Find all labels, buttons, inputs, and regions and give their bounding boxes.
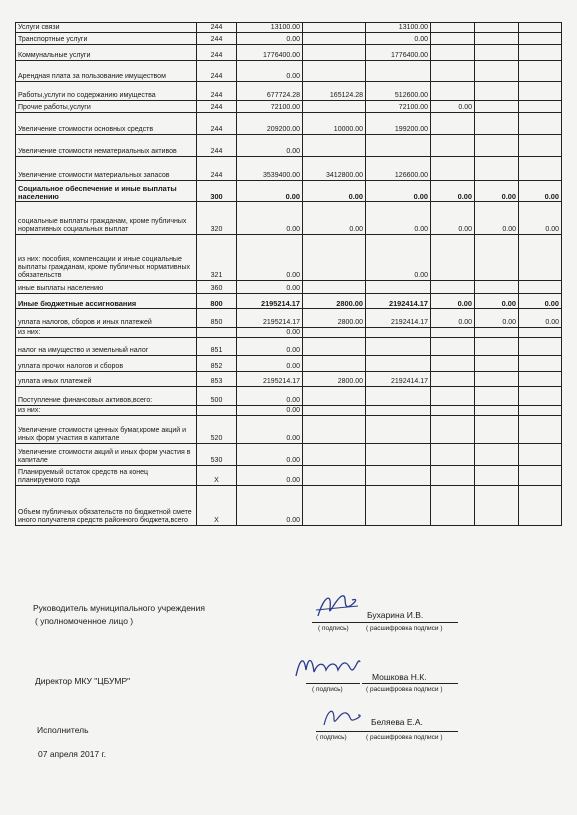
- row-value-cell: [303, 328, 366, 338]
- row-total-cell: 0.00: [237, 202, 303, 235]
- row-value-cell: 165124.28: [303, 82, 366, 101]
- table-row: [16, 33, 562, 45]
- row-code-cell: [197, 406, 237, 416]
- row-code-cell: 853: [197, 372, 237, 387]
- row-value-cell: 0.00: [519, 181, 562, 202]
- row-value-cell: [431, 406, 475, 416]
- row-total-cell: 3539400.00: [237, 157, 303, 181]
- head-label-sub: ( уполномоченное лицо ): [35, 616, 134, 626]
- executor-decode-line: [362, 731, 458, 732]
- row-value-cell: [519, 101, 562, 113]
- row-value-cell: 512600.00: [366, 82, 431, 101]
- row-value-cell: 0.00: [519, 294, 562, 309]
- row-value-cell: [475, 157, 519, 181]
- row-code-cell: 500: [197, 387, 237, 406]
- executor-name: Беляева Е.А.: [371, 717, 423, 727]
- table-row: [16, 486, 562, 526]
- row-code-cell: 244: [197, 45, 237, 61]
- row-value-cell: [366, 328, 431, 338]
- row-code-cell: 850: [197, 309, 237, 328]
- row-name-cell: Иные бюджетные ассигнования: [16, 294, 197, 309]
- table-row: [16, 202, 562, 235]
- row-total-cell: 0.00: [237, 33, 303, 45]
- row-total-cell: 2195214.17: [237, 372, 303, 387]
- row-value-cell: [303, 281, 366, 294]
- head-decode-line: [362, 622, 458, 623]
- row-name-cell: Планируемый остаток средств на конец планируемого года: [16, 466, 197, 486]
- row-value-cell: 0.00: [303, 202, 366, 235]
- row-name-cell: Увеличение стоимости ценных бумаг,кроме акций и иных форм участия в капитале: [16, 416, 197, 444]
- row-name-cell: Увеличение стоимости нематериальных активов: [16, 135, 197, 157]
- row-total-cell: 0.00: [237, 135, 303, 157]
- row-value-cell: [303, 466, 366, 486]
- row-value-cell: [303, 23, 366, 33]
- row-value-cell: [519, 338, 562, 356]
- table-row: [16, 61, 562, 82]
- row-name-cell: из них:: [16, 406, 197, 416]
- row-value-cell: [366, 387, 431, 406]
- row-value-cell: [431, 338, 475, 356]
- row-name-cell: Увеличение стоимости акций и иных форм участия в капитале: [16, 444, 197, 466]
- row-value-cell: [303, 486, 366, 526]
- row-value-cell: 2800.00: [303, 372, 366, 387]
- row-value-cell: 0.00: [366, 181, 431, 202]
- row-value-cell: 2192414.17: [366, 372, 431, 387]
- row-value-cell: 199200.00: [366, 113, 431, 135]
- row-value-cell: [475, 101, 519, 113]
- row-code-cell: 360: [197, 281, 237, 294]
- row-name-cell: Объем публичных обязательств по бюджетной смете иного получателя средств районного бюджета,всего: [16, 486, 197, 526]
- row-code-cell: X: [197, 486, 237, 526]
- report-table-body: [16, 23, 562, 526]
- executor-signature-line: [316, 731, 362, 732]
- row-value-cell: [475, 23, 519, 33]
- head-signature-image: [312, 588, 362, 624]
- row-name-cell: Арендная плата за пользование имуществом: [16, 61, 197, 82]
- row-name-cell: Работы,услуги по содержанию имущества: [16, 82, 197, 101]
- row-code-cell: 244: [197, 23, 237, 33]
- row-total-cell: 0.00: [237, 387, 303, 406]
- row-name-cell: из них: пособия, компенсации и иные социальные выплаты гражданам, кроме публичных нормативных обязательств: [16, 235, 197, 281]
- director-caption-signature: ( подпись): [312, 686, 343, 693]
- row-value-cell: [475, 486, 519, 526]
- row-value-cell: [431, 235, 475, 281]
- row-value-cell: [303, 45, 366, 61]
- row-value-cell: 0.00: [431, 294, 475, 309]
- table-row: [16, 328, 562, 338]
- row-value-cell: [431, 61, 475, 82]
- row-value-cell: [519, 406, 562, 416]
- row-value-cell: [475, 281, 519, 294]
- financial-report-table: [15, 22, 562, 526]
- table-row: [16, 113, 562, 135]
- row-name-cell: уплата прочих налогов и сборов: [16, 356, 197, 372]
- row-value-cell: [519, 466, 562, 486]
- row-value-cell: [475, 61, 519, 82]
- row-total-cell: 0.00: [237, 486, 303, 526]
- row-code-cell: 520: [197, 416, 237, 444]
- row-value-cell: 0.00: [431, 181, 475, 202]
- row-value-cell: 0.00: [475, 309, 519, 328]
- row-value-cell: [366, 338, 431, 356]
- row-value-cell: [519, 372, 562, 387]
- row-value-cell: [475, 328, 519, 338]
- row-value-cell: [475, 113, 519, 135]
- row-name-cell: социальные выплаты гражданам, кроме публичных нормативных социальных выплат: [16, 202, 197, 235]
- row-value-cell: 0.00: [303, 181, 366, 202]
- row-value-cell: [475, 466, 519, 486]
- director-signature-line: [306, 683, 360, 684]
- row-value-cell: [519, 61, 562, 82]
- row-value-cell: [431, 444, 475, 466]
- row-value-cell: [431, 157, 475, 181]
- row-value-cell: [431, 45, 475, 61]
- row-total-cell: 0.00: [237, 338, 303, 356]
- row-name-cell: Транспортные услуги: [16, 33, 197, 45]
- row-value-cell: [431, 82, 475, 101]
- row-value-cell: [519, 328, 562, 338]
- row-value-cell: 0.00: [475, 181, 519, 202]
- row-name-cell: иные выплаты населению: [16, 281, 197, 294]
- row-value-cell: [519, 33, 562, 45]
- row-code-cell: 244: [197, 101, 237, 113]
- row-value-cell: [366, 135, 431, 157]
- row-name-cell: налог на имущество и земельный налог: [16, 338, 197, 356]
- row-total-cell: 0.00: [237, 181, 303, 202]
- row-value-cell: 0.00: [366, 33, 431, 45]
- head-name: Бухарина И.В.: [367, 610, 424, 620]
- table-row: [16, 135, 562, 157]
- row-value-cell: [475, 135, 519, 157]
- row-value-cell: [366, 356, 431, 372]
- row-value-cell: [303, 235, 366, 281]
- table-row: [16, 356, 562, 372]
- row-name-cell: Увеличение стоимости материальных запасов: [16, 157, 197, 181]
- row-total-cell: 0.00: [237, 356, 303, 372]
- row-value-cell: [431, 33, 475, 45]
- row-code-cell: 300: [197, 181, 237, 202]
- row-code-cell: 530: [197, 444, 237, 466]
- table-row: [16, 157, 562, 181]
- row-name-cell: уплата иных платежей: [16, 372, 197, 387]
- table-row: [16, 181, 562, 202]
- row-value-cell: [366, 416, 431, 444]
- row-value-cell: [366, 466, 431, 486]
- table-row: [16, 387, 562, 406]
- row-code-cell: 244: [197, 82, 237, 101]
- row-total-cell: 13100.00: [237, 23, 303, 33]
- row-value-cell: [475, 338, 519, 356]
- row-name-cell: Коммунальные услуги: [16, 45, 197, 61]
- row-value-cell: [519, 157, 562, 181]
- row-name-cell: Социальное обеспечение и иные выплаты населению: [16, 181, 197, 202]
- row-value-cell: 2192414.17: [366, 294, 431, 309]
- director-caption-decode: ( расшифровка подписи ): [366, 686, 443, 693]
- row-total-cell: 0.00: [237, 235, 303, 281]
- row-code-cell: 244: [197, 157, 237, 181]
- table-row: [16, 406, 562, 416]
- row-value-cell: 0.00: [519, 202, 562, 235]
- table-row: [16, 309, 562, 328]
- row-total-cell: 0.00: [237, 416, 303, 444]
- row-name-cell: Прочие работы,услуги: [16, 101, 197, 113]
- row-value-cell: [475, 82, 519, 101]
- row-value-cell: 10000.00: [303, 113, 366, 135]
- row-value-cell: [475, 444, 519, 466]
- director-label: Директор МКУ "ЦБУМР": [35, 676, 131, 686]
- row-value-cell: [366, 486, 431, 526]
- row-value-cell: 0.00: [366, 202, 431, 235]
- row-total-cell: 2195214.17: [237, 294, 303, 309]
- row-value-cell: 0.00: [431, 309, 475, 328]
- row-code-cell: 800: [197, 294, 237, 309]
- table-row: [16, 466, 562, 486]
- row-value-cell: [519, 416, 562, 444]
- row-value-cell: 2192414.17: [366, 309, 431, 328]
- row-value-cell: [366, 61, 431, 82]
- executor-caption-decode: ( расшифровка подписи ): [366, 734, 443, 741]
- row-value-cell: [431, 486, 475, 526]
- row-value-cell: [303, 387, 366, 406]
- row-value-cell: [519, 281, 562, 294]
- director-signature-image: [292, 648, 364, 684]
- row-name-cell: Поступление финансовых активов,всего:: [16, 387, 197, 406]
- row-value-cell: 0.00: [519, 309, 562, 328]
- row-value-cell: [366, 406, 431, 416]
- row-code-cell: X: [197, 466, 237, 486]
- row-value-cell: [475, 356, 519, 372]
- row-value-cell: 126600.00: [366, 157, 431, 181]
- row-value-cell: [303, 101, 366, 113]
- row-value-cell: [431, 387, 475, 406]
- row-total-cell: 0.00: [237, 466, 303, 486]
- row-value-cell: 1776400.00: [366, 45, 431, 61]
- table-row: [16, 23, 562, 33]
- row-value-cell: 13100.00: [366, 23, 431, 33]
- row-value-cell: [475, 406, 519, 416]
- executor-caption-signature: ( подпись): [316, 734, 347, 741]
- row-code-cell: 851: [197, 338, 237, 356]
- head-caption-signature: ( подпись): [318, 625, 349, 632]
- row-value-cell: [366, 444, 431, 466]
- row-total-cell: 0.00: [237, 281, 303, 294]
- row-total-cell: 0.00: [237, 328, 303, 338]
- table-row: [16, 281, 562, 294]
- row-value-cell: [431, 113, 475, 135]
- row-value-cell: [303, 338, 366, 356]
- row-value-cell: [303, 135, 366, 157]
- row-total-cell: 0.00: [237, 406, 303, 416]
- row-value-cell: [519, 444, 562, 466]
- head-caption-decode: ( расшифровка подписи ): [366, 625, 443, 632]
- row-code-cell: [197, 328, 237, 338]
- row-value-cell: 2800.00: [303, 294, 366, 309]
- row-value-cell: [431, 135, 475, 157]
- row-value-cell: [303, 33, 366, 45]
- row-value-cell: [431, 328, 475, 338]
- table-row: [16, 416, 562, 444]
- row-value-cell: [303, 416, 366, 444]
- row-value-cell: [519, 82, 562, 101]
- head-signature-line: [312, 622, 362, 623]
- row-code-cell: 321: [197, 235, 237, 281]
- row-code-cell: 244: [197, 113, 237, 135]
- row-name-cell: Увеличение стоимости основных средств: [16, 113, 197, 135]
- row-total-cell: 0.00: [237, 444, 303, 466]
- table-row: [16, 338, 562, 356]
- row-code-cell: 320: [197, 202, 237, 235]
- row-value-cell: [519, 356, 562, 372]
- row-value-cell: [475, 387, 519, 406]
- row-value-cell: [431, 416, 475, 444]
- row-value-cell: [519, 135, 562, 157]
- row-value-cell: [303, 61, 366, 82]
- row-total-cell: 1776400.00: [237, 45, 303, 61]
- row-total-cell: 677724.28: [237, 82, 303, 101]
- row-value-cell: [303, 444, 366, 466]
- row-value-cell: [475, 235, 519, 281]
- table-row: [16, 372, 562, 387]
- row-name-cell: уплата налогов, сборов и иных платежей: [16, 309, 197, 328]
- row-value-cell: [519, 113, 562, 135]
- table-row: [16, 101, 562, 113]
- row-value-cell: 0.00: [475, 202, 519, 235]
- row-total-cell: 209200.00: [237, 113, 303, 135]
- signing-date: 07 апреля 2017 г.: [38, 749, 106, 759]
- row-name-cell: из них:: [16, 328, 197, 338]
- row-value-cell: [519, 23, 562, 33]
- row-value-cell: 0.00: [475, 294, 519, 309]
- executor-signature-image: [318, 703, 364, 731]
- table-row: [16, 444, 562, 466]
- row-total-cell: 72100.00: [237, 101, 303, 113]
- row-value-cell: [519, 387, 562, 406]
- row-code-cell: 852: [197, 356, 237, 372]
- director-decode-line: [362, 683, 458, 684]
- row-value-cell: 2800.00: [303, 309, 366, 328]
- table-row: [16, 45, 562, 61]
- row-code-cell: 244: [197, 33, 237, 45]
- row-value-cell: [519, 486, 562, 526]
- row-value-cell: 0.00: [366, 235, 431, 281]
- row-code-cell: 244: [197, 61, 237, 82]
- row-value-cell: [475, 416, 519, 444]
- row-value-cell: [475, 372, 519, 387]
- table-row: [16, 294, 562, 309]
- director-name: Мошкова Н.К.: [372, 672, 427, 682]
- table-row: [16, 235, 562, 281]
- row-total-cell: 2195214.17: [237, 309, 303, 328]
- row-value-cell: [519, 45, 562, 61]
- row-value-cell: [431, 23, 475, 33]
- table-row: [16, 82, 562, 101]
- row-value-cell: [431, 466, 475, 486]
- row-value-cell: [431, 356, 475, 372]
- row-value-cell: 0.00: [431, 101, 475, 113]
- row-value-cell: [303, 406, 366, 416]
- row-value-cell: [475, 33, 519, 45]
- row-total-cell: 0.00: [237, 61, 303, 82]
- row-value-cell: 3412800.00: [303, 157, 366, 181]
- row-code-cell: 244: [197, 135, 237, 157]
- executor-label: Исполнитель: [37, 725, 89, 735]
- row-value-cell: [519, 235, 562, 281]
- row-value-cell: [475, 45, 519, 61]
- head-label: Руководитель муниципального учреждения: [33, 603, 205, 613]
- row-value-cell: [431, 281, 475, 294]
- row-value-cell: 0.00: [431, 202, 475, 235]
- row-value-cell: [303, 356, 366, 372]
- row-name-cell: Услуги связи: [16, 23, 197, 33]
- row-value-cell: [366, 281, 431, 294]
- row-value-cell: [431, 372, 475, 387]
- row-value-cell: 72100.00: [366, 101, 431, 113]
